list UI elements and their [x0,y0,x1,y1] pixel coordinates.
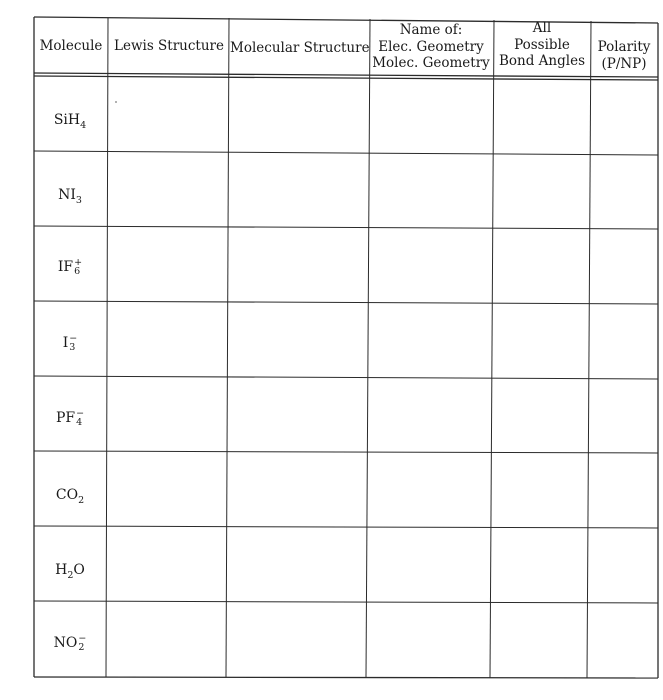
molecule-label-co2: $CO_2$ [55,487,85,506]
header-molecular-structure: Molecular Structure [230,40,370,56]
header-polarity: Polarity (P/NP) [597,39,651,72]
answer-area-lewis-column[interactable] [108,80,226,677]
molecule-label-h2o: $H_2O$ [55,562,85,581]
molecule-label-pf4-minus: PF − 4 [55,408,85,428]
header-lewis-structure: Lewis Structure [114,38,224,54]
molecule-label-no2-minus: NO − 2 [53,633,87,653]
answer-area-geometry-column[interactable] [368,80,490,677]
molecule-label-if6-plus: IF + 6 [57,257,83,277]
header-bond-angles: All Possible Bond Angles [499,20,585,69]
answer-area-angles-column[interactable] [492,80,587,677]
molecule-label-i3-minus: I − 3 [62,333,78,353]
stray-mark [115,101,117,103]
answer-area-polarity-column[interactable] [589,80,657,677]
header-molecule: Molecule [39,38,103,54]
header-geometry-names: Name of: Elec. Geometry Molec. Geometry [372,22,490,71]
molecule-label-sih4: SiH$_4$ [53,112,87,131]
answer-area-molecular-column[interactable] [228,80,366,677]
molecule-label-ni3: $NI_3$ [58,187,82,206]
